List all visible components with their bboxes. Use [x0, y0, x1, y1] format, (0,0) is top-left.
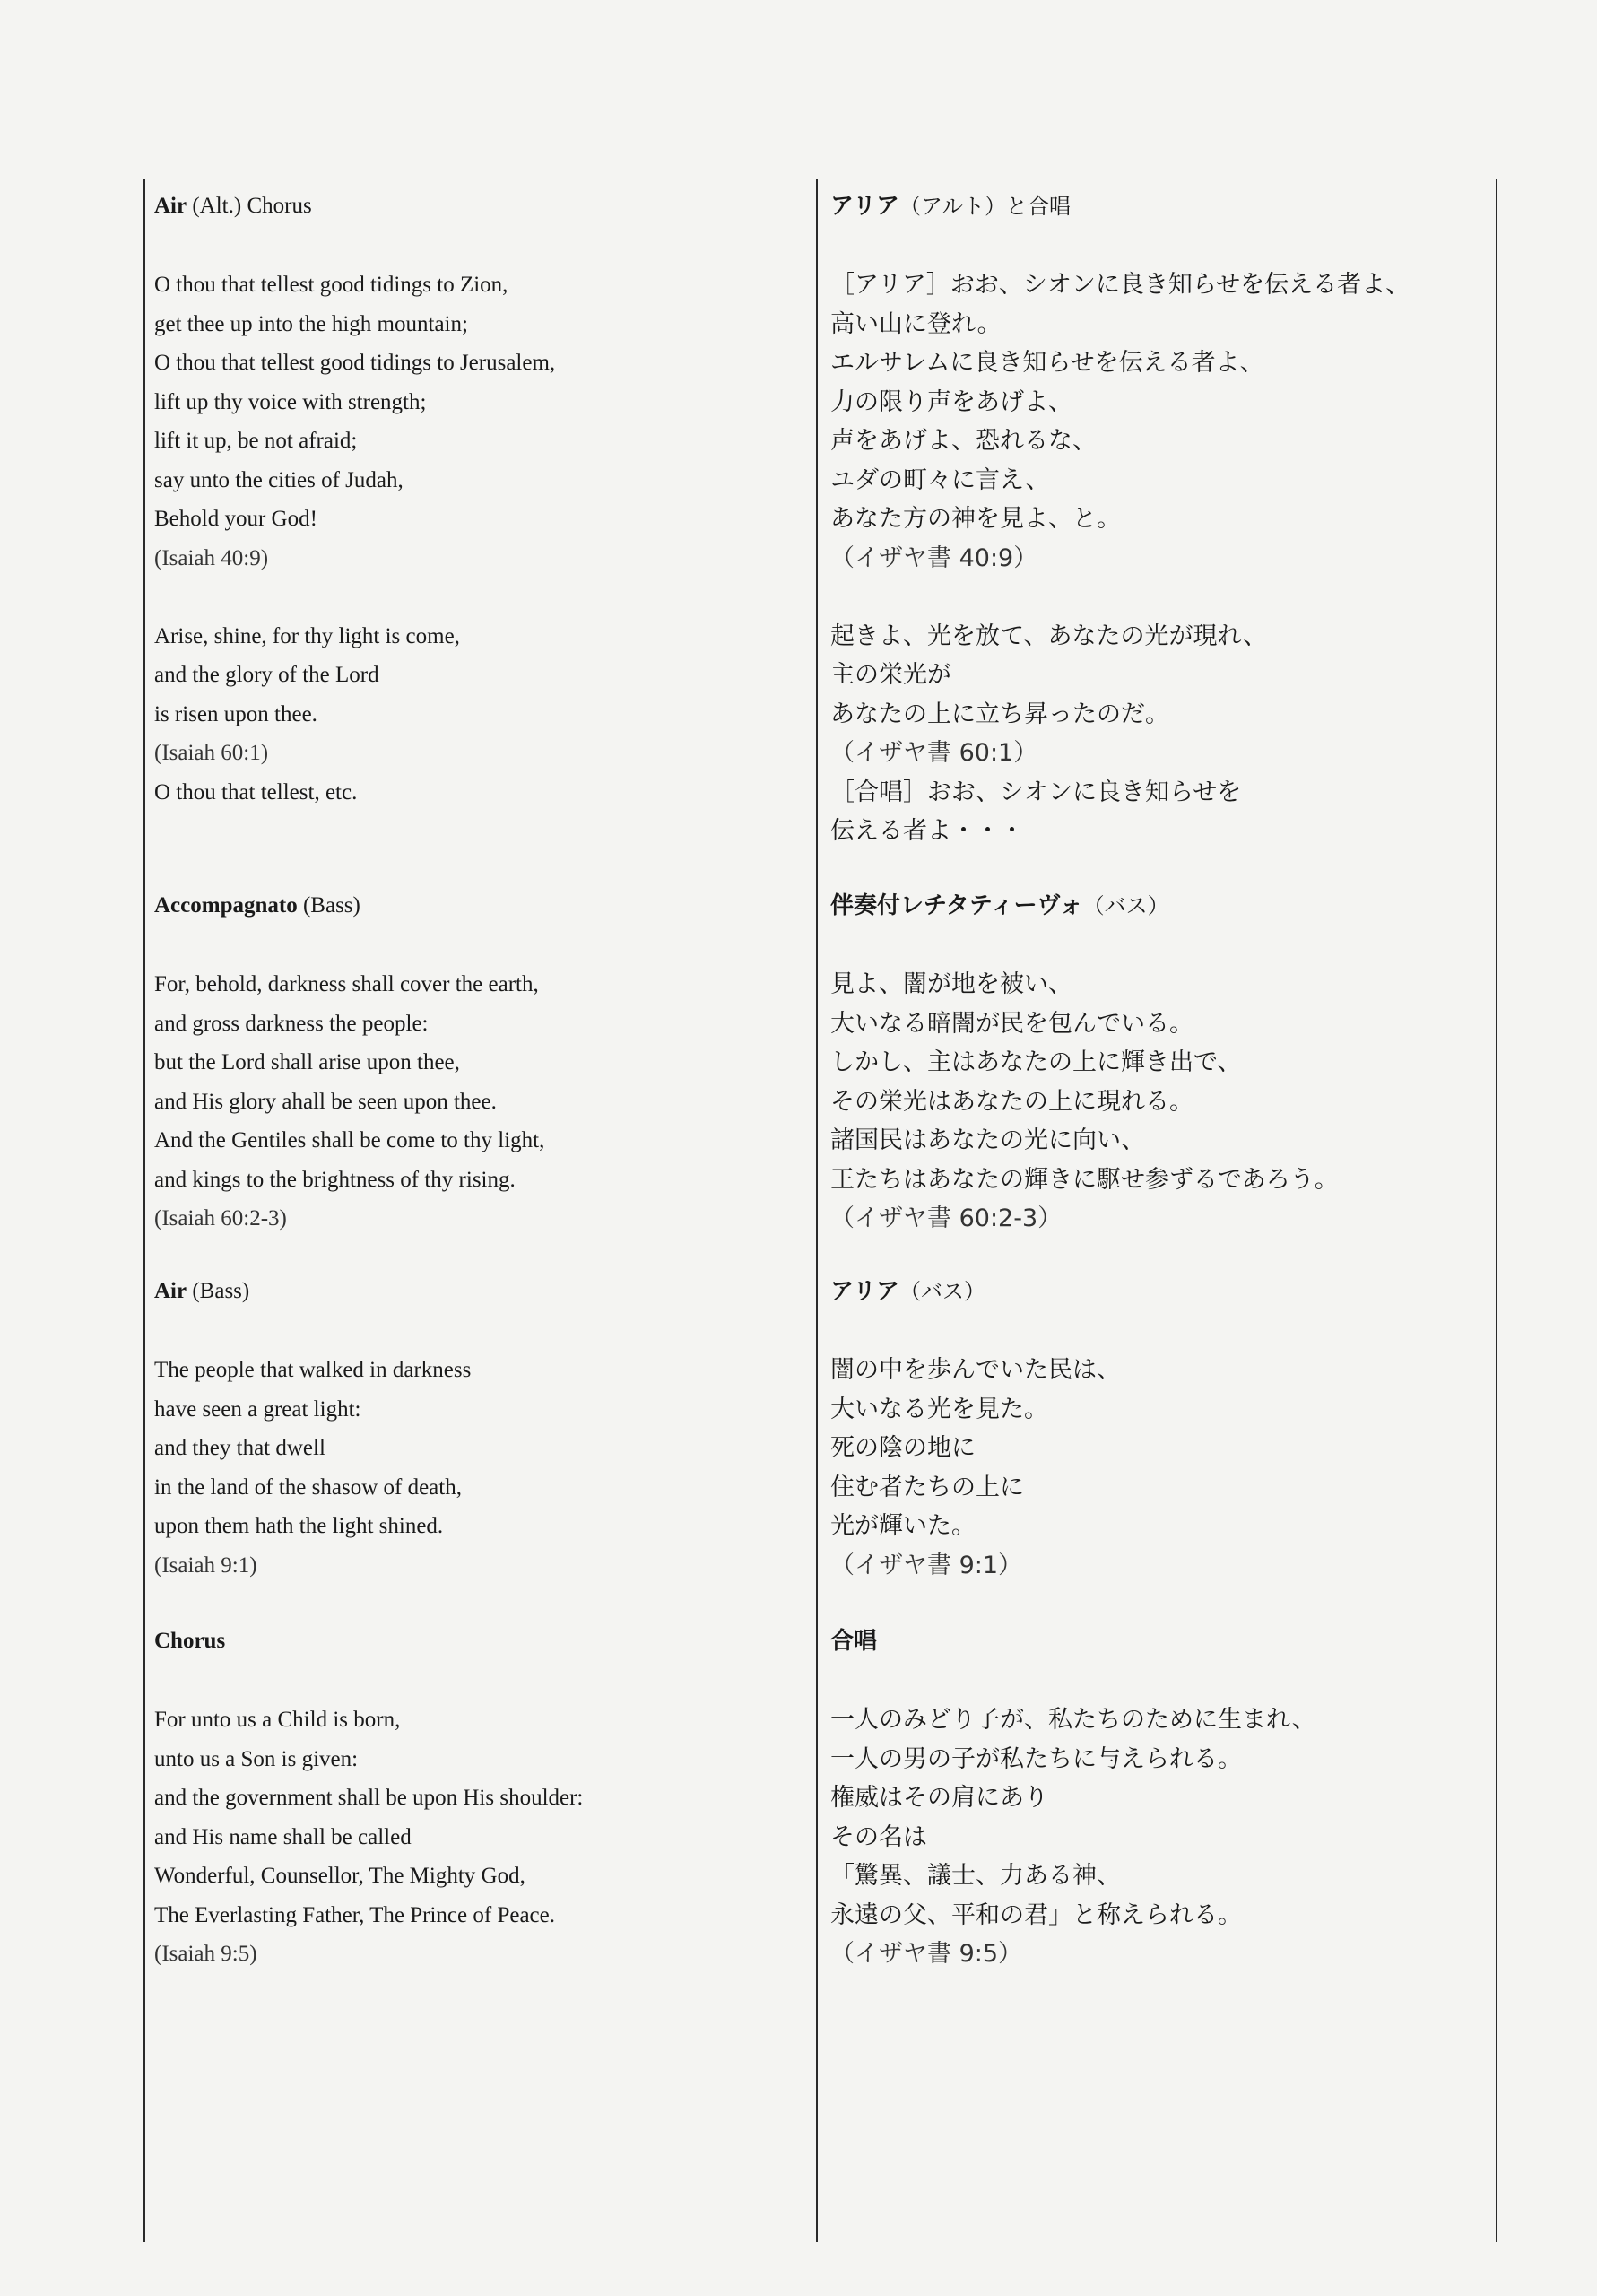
lyric-lines	[830, 1351, 1476, 1585]
scripture-reference: (Isaiah 9:5)	[154, 1942, 257, 1966]
blank-line	[154, 578, 800, 617]
lyric-line: 力の限り声をあげよ、	[830, 387, 1072, 416]
section-title: Air	[154, 1279, 187, 1303]
blank-line	[830, 578, 1476, 617]
lyric-line: 起きよ、光を放て、あなたの光が現れ、	[830, 622, 1268, 650]
scripture-reference: （イザヤ書 9:5）	[830, 1940, 1023, 1968]
lyric-line: For, behold, darkness shall cover the earth,	[154, 972, 539, 996]
lyric-line: 大いなる暗闇が民を包んでいる。	[830, 1009, 1193, 1038]
lyric-line: 声をあげよ、恐れるな、	[830, 427, 1097, 455]
lyric-lines	[154, 1700, 800, 1974]
section-title: 伴奏付レチタティーヴォ	[830, 892, 1083, 919]
lyric-line: and gross darkness the people:	[154, 1011, 429, 1036]
lyric-line: 権威はその肩にあり	[830, 1784, 1048, 1812]
lyric-line: get thee up into the high mountain;	[154, 311, 468, 336]
lyric-line: The people that walked in darkness	[154, 1358, 472, 1382]
lyric-lines	[154, 965, 800, 1239]
section-heading	[154, 888, 800, 924]
section-heading	[830, 1623, 1476, 1659]
lyric-lines	[154, 1351, 800, 1585]
lyric-line: 高い山に登れ。	[830, 309, 1002, 338]
lyric-line: Behold your God!	[154, 507, 317, 531]
lyric-line: is risen upon thee.	[154, 701, 317, 726]
lyric-line: and His glory ahall be seen upon thee.	[154, 1089, 497, 1114]
scripture-reference: （イザヤ書 40:9）	[830, 544, 1038, 572]
section-title: アリア	[830, 1278, 899, 1305]
column-divider-rule	[816, 179, 818, 2242]
section-heading	[830, 1274, 1476, 1309]
scripture-reference: (Isaiah 9:1)	[154, 1552, 257, 1578]
lyric-line: unto us a Son is given:	[154, 1746, 359, 1771]
lyric-line: upon them hath the light shined.	[154, 1514, 444, 1538]
lyric-line: 諸国民はあなたの光に向い、	[830, 1126, 1145, 1154]
lyric-line: For unto us a Child is born,	[154, 1708, 401, 1732]
lyric-line: and kings to the brightness of thy rising.	[154, 1167, 516, 1192]
lyric-line: 光が輝いた。	[830, 1512, 976, 1540]
left-margin-rule	[143, 179, 145, 2242]
section-voice: (Bass)	[192, 1279, 250, 1303]
section-heading	[830, 888, 1476, 924]
scripture-reference: (Isaiah 40:9)	[154, 545, 269, 570]
en-section-chorus	[154, 1623, 800, 1974]
lyric-lines	[830, 965, 1476, 1239]
lyric-line: but the Lord shall arise upon thee,	[154, 1050, 460, 1074]
ja-section-chorus	[830, 1623, 1476, 1974]
ja-section-aria-bass	[830, 1274, 1476, 1585]
section-title: アリア	[830, 193, 899, 220]
lyric-line: and they that dwell	[154, 1436, 325, 1460]
lyric-line: Wonderful, Counsellor, The Mighty God,	[154, 1864, 525, 1888]
section-heading	[154, 1274, 800, 1309]
section-heading	[830, 188, 1476, 224]
en-section-accompagnato-bass	[154, 888, 800, 1239]
section-title: Chorus	[154, 1629, 226, 1653]
lyric-line: ユダの町々に言え、	[830, 465, 1050, 494]
section-voice: （アルト）と合唱	[898, 194, 1072, 219]
section-title: 合唱	[830, 1628, 878, 1655]
ja-section-accompagnato-bass	[830, 888, 1476, 1239]
lyric-line: lift it up, be not afraid;	[154, 429, 358, 453]
lyric-line: あなた方の神を見よ、と。	[830, 505, 1121, 533]
lyric-line: and the government shall be upon His shoulder:	[154, 1786, 584, 1810]
lyric-line: ［合唱］おお、シオンに良き知らせを	[830, 778, 1242, 806]
lyric-line: in the land of the shasow of death,	[154, 1474, 462, 1500]
lyric-line: 死の陰の地に	[830, 1434, 976, 1462]
lyric-line: その栄光はあなたの上に現れる。	[830, 1087, 1193, 1116]
lyric-line: あなたの上に立ち昇ったのだ。	[830, 700, 1169, 728]
scripture-reference: （イザヤ書 9:1）	[830, 1551, 1023, 1579]
lyric-lines	[154, 265, 800, 812]
section-title: Air	[154, 194, 187, 218]
ja-section-aria-alto-chorus	[830, 188, 1476, 851]
lyric-line: エルサレムに良き知らせを伝える者よ、	[830, 349, 1264, 377]
section-heading	[154, 1623, 800, 1659]
lyric-line: O thou that tellest good tidings to Jerusalem,	[154, 351, 556, 375]
scripture-reference: （イザヤ書 60:1）	[830, 739, 1038, 767]
lyric-line: 「驚異、議士、力ある神、	[830, 1862, 1121, 1890]
lyric-lines	[830, 1700, 1476, 1974]
section-voice: (Bass)	[302, 893, 360, 918]
lyric-line: O thou that tellest good tidings to Zion,	[154, 273, 508, 297]
lyric-line: 永遠の父、平和の君」と称えられる。	[830, 1900, 1242, 1929]
lyric-lines	[830, 265, 1476, 851]
lyric-line: 王たちはあなたの輝きに駆せ参ずるであろう。	[830, 1165, 1339, 1194]
lyric-line: lift up thy voice with strength;	[154, 389, 427, 414]
section-voice: （バス）	[898, 1279, 985, 1304]
section-title: Accompagnato	[154, 893, 298, 918]
lyric-line: and the glory of the Lord	[154, 663, 379, 687]
lyric-line: 主の栄光が	[830, 661, 951, 689]
lyric-line: 一人のみどり子が、私たちのために生まれ、	[830, 1706, 1316, 1734]
lyric-line: 見よ、闇が地を被い、	[830, 970, 1072, 998]
lyric-line: 大いなる光を見た。	[830, 1395, 1048, 1423]
en-section-air-alto-chorus	[154, 188, 800, 812]
lyric-line: And the Gentiles shall be come to thy light,	[154, 1128, 545, 1152]
lyric-line: 闇の中を歩んでいた民は、	[830, 1356, 1121, 1384]
lyric-line: ［アリア］おお、シオンに良き知らせを伝える者よ、	[830, 271, 1410, 299]
scripture-reference: （イザヤ書 60:2-3）	[830, 1205, 1063, 1232]
section-voice: （バス）	[1082, 893, 1169, 918]
lyric-line: have seen a great light:	[154, 1396, 361, 1422]
lyric-line: say unto the cities of Judah,	[154, 467, 404, 492]
lyric-line: Arise, shine, for thy light is come,	[154, 623, 460, 648]
scripture-reference: (Isaiah 60:2-3)	[154, 1206, 287, 1231]
lyric-line: しかし、主はあなたの上に輝き出で、	[830, 1048, 1242, 1076]
lyric-line: The Everlasting Father, The Prince of Peace.	[154, 1902, 555, 1927]
lyric-line: 住む者たちの上に	[830, 1473, 1024, 1501]
lyric-line: O thou that tellest, etc.	[154, 779, 358, 804]
en-section-air-bass	[154, 1274, 800, 1585]
right-margin-rule	[1496, 179, 1497, 2242]
section-voice: (Alt.) Chorus	[192, 194, 312, 218]
lyric-line: and His name shall be called	[154, 1824, 412, 1849]
lyric-line: その名は	[830, 1822, 927, 1851]
section-heading	[154, 188, 800, 224]
lyric-line: 伝える者よ・・・	[830, 817, 1024, 845]
lyric-line: 一人の男の子が私たちに与えられる。	[830, 1744, 1242, 1773]
scripture-reference: (Isaiah 60:1)	[154, 741, 269, 765]
